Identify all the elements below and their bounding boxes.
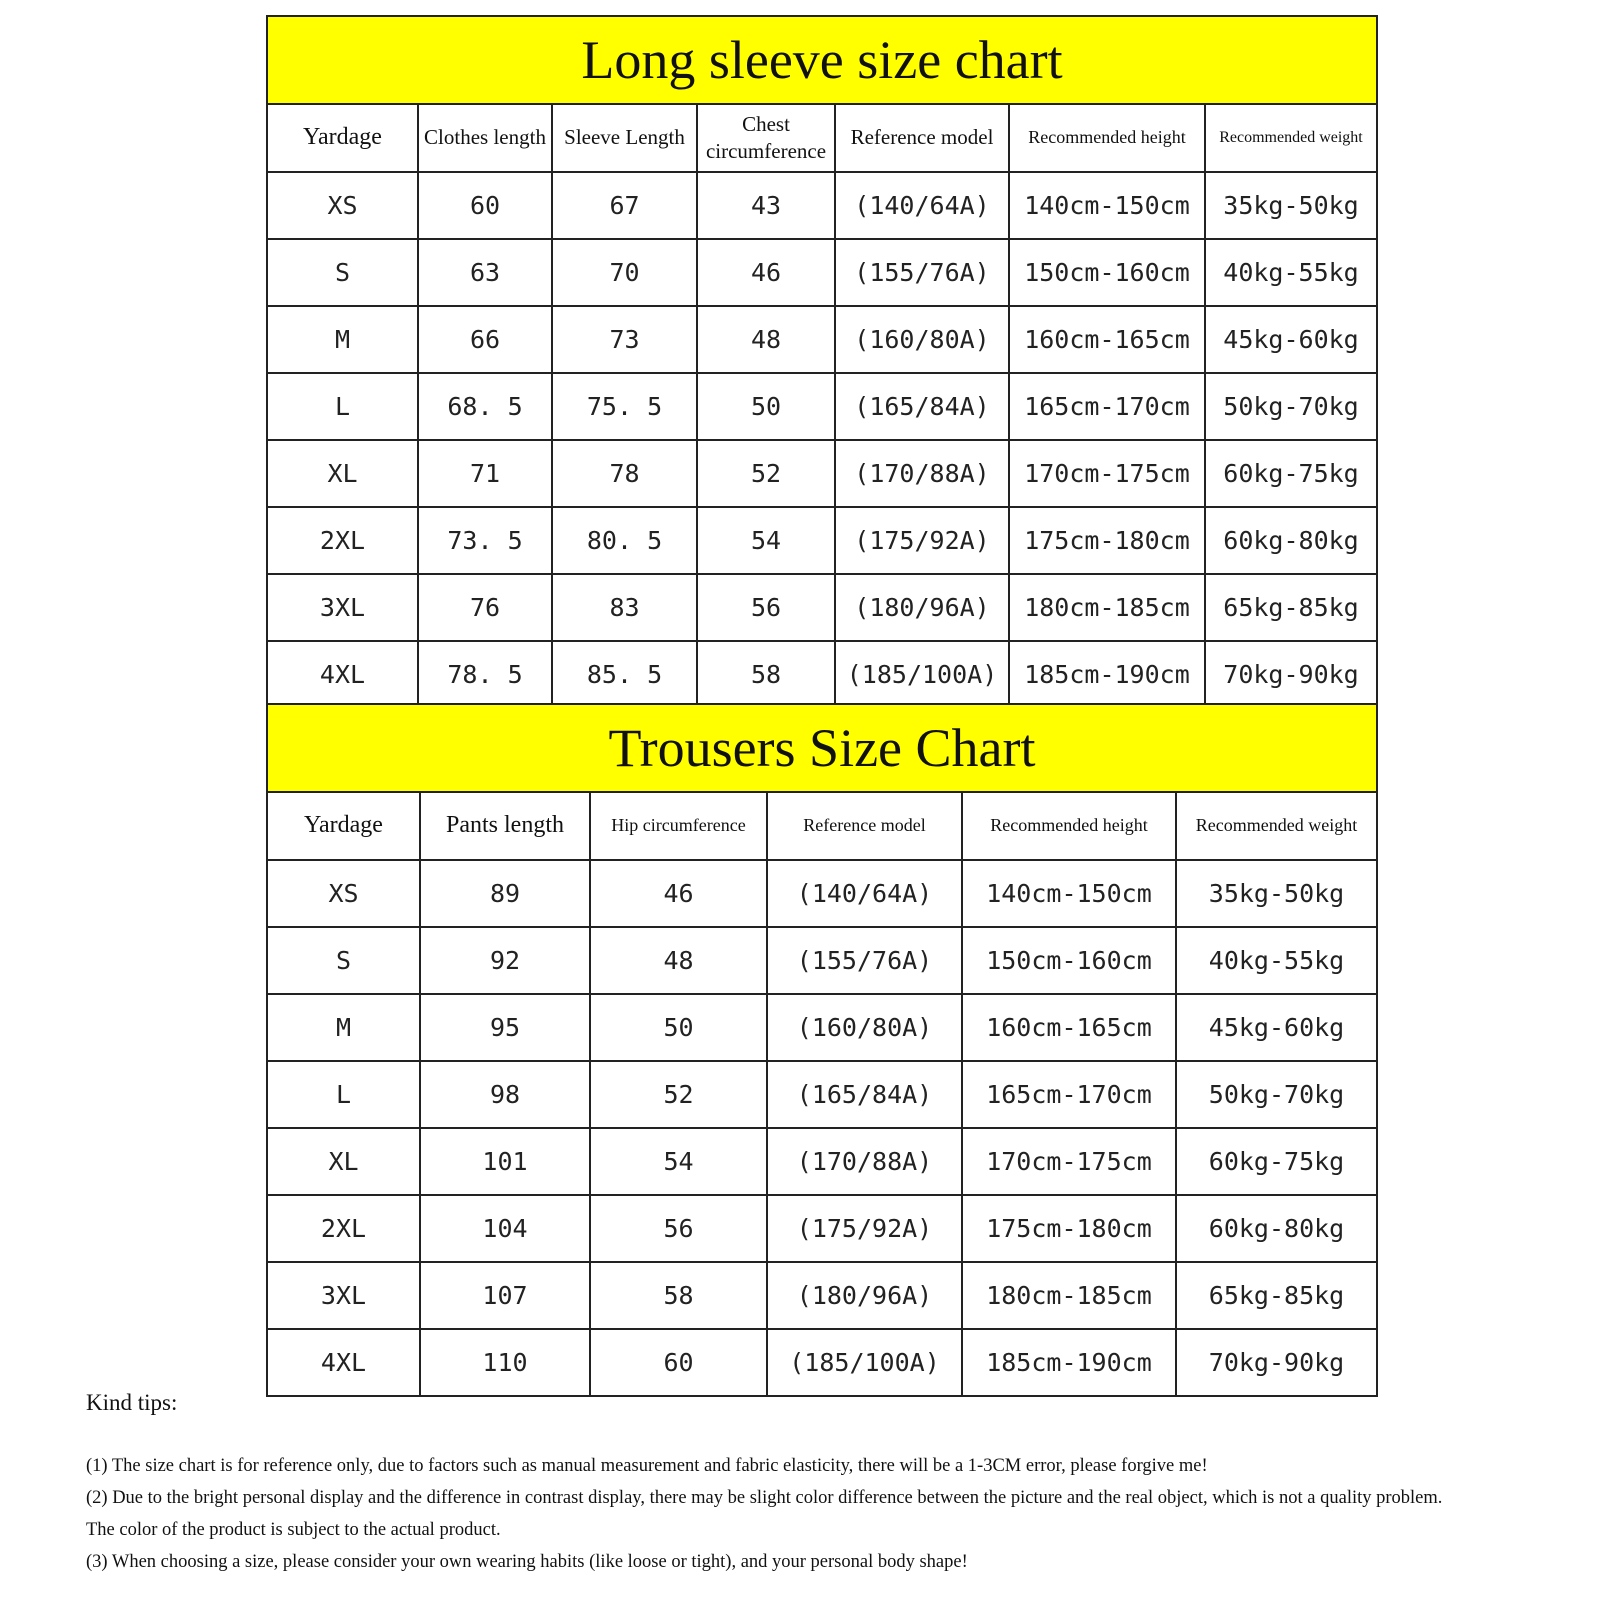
table-cell: (170/88A)	[767, 1128, 962, 1195]
tip-line: The color of the product is subject to the actual product.	[86, 1520, 501, 1540]
table-cell: 101	[420, 1128, 590, 1195]
table-cell: 4XL	[268, 641, 418, 707]
column-header-hip-circumference: Hip circumference	[590, 793, 767, 860]
table-cell: 80. 5	[552, 507, 697, 574]
table-cell: 78	[552, 440, 697, 507]
column-header-yardage: Yardage	[268, 105, 418, 172]
table-cell: 71	[418, 440, 552, 507]
table-row	[268, 994, 1376, 1061]
table-cell: XL	[268, 1128, 420, 1195]
table-row	[268, 440, 1376, 507]
table-row	[268, 1262, 1376, 1329]
table-cell: 45kg-60kg	[1176, 994, 1376, 1061]
table-cell: 68. 5	[418, 373, 552, 440]
table-cell: 140cm-150cm	[962, 860, 1176, 927]
table-cell: (185/100A)	[835, 641, 1009, 707]
table-cell: 170cm-175cm	[962, 1128, 1176, 1195]
table-cell: (140/64A)	[835, 172, 1009, 239]
long-sleeve-table	[268, 105, 1376, 707]
table-row	[268, 1195, 1376, 1262]
table-cell: 107	[420, 1262, 590, 1329]
table-cell: 48	[697, 306, 835, 373]
table-cell: 92	[420, 927, 590, 994]
table-cell: 60kg-75kg	[1205, 440, 1376, 507]
tip-line: (2) Due to the bright personal display and the difference in contrast display, there may be slight color difference between the picture and the real object, which is not a quality problem.	[86, 1488, 1443, 1508]
table-cell: 60	[418, 172, 552, 239]
table-row	[268, 239, 1376, 306]
table-cell: (140/64A)	[767, 860, 962, 927]
table-cell: (170/88A)	[835, 440, 1009, 507]
trousers-table	[268, 793, 1376, 1395]
table-cell: 56	[590, 1195, 767, 1262]
table-cell: M	[268, 994, 420, 1061]
column-header-recommended-height: Recommended height	[1009, 105, 1205, 172]
table-cell: (155/76A)	[835, 239, 1009, 306]
table-cell: 60	[590, 1329, 767, 1395]
table-cell: 60kg-80kg	[1205, 507, 1376, 574]
table-cell: 52	[590, 1061, 767, 1128]
table-header-row	[268, 793, 1376, 860]
tip-line: (1) The size chart is for reference only, due to factors such as manual measurement and fabric elasticity, there will be a 1-3CM error, please forgive me!	[86, 1456, 1208, 1476]
table-cell: 73. 5	[418, 507, 552, 574]
table-cell: (175/92A)	[767, 1195, 962, 1262]
table-cell: (160/80A)	[835, 306, 1009, 373]
table-cell: 50	[697, 373, 835, 440]
table-cell: 46	[697, 239, 835, 306]
table-cell: XS	[268, 860, 420, 927]
table-cell: 104	[420, 1195, 590, 1262]
table-row	[268, 860, 1376, 927]
table-row	[268, 574, 1376, 641]
table-cell: L	[268, 1061, 420, 1128]
column-header-recommended-weight: Recommended weight	[1205, 105, 1376, 172]
table-cell: 67	[552, 172, 697, 239]
table-cell: (180/96A)	[767, 1262, 962, 1329]
trousers-size-chart	[266, 703, 1378, 1397]
kind-tips	[86, 1390, 1586, 1578]
table-cell: 43	[697, 172, 835, 239]
column-header-sleeve-length: Sleeve Length	[552, 105, 697, 172]
table-cell: 58	[697, 641, 835, 707]
table-cell: (160/80A)	[767, 994, 962, 1061]
table-cell: 3XL	[268, 574, 418, 641]
table-row	[268, 172, 1376, 239]
trousers-chart-title: Trousers Size Chart	[268, 705, 1376, 793]
column-header-reference-model: Reference model	[835, 105, 1009, 172]
table-row	[268, 1329, 1376, 1395]
table-cell: 85. 5	[552, 641, 697, 707]
table-cell: 3XL	[268, 1262, 420, 1329]
table-row	[268, 927, 1376, 994]
column-header-reference-model: Reference model	[767, 793, 962, 860]
table-cell: 50kg-70kg	[1205, 373, 1376, 440]
table-cell: 75. 5	[552, 373, 697, 440]
column-header-pants-length: Pants length	[420, 793, 590, 860]
table-cell: 65kg-85kg	[1176, 1262, 1376, 1329]
table-cell: XS	[268, 172, 418, 239]
table-cell: 60kg-80kg	[1176, 1195, 1376, 1262]
table-cell: 175cm-180cm	[1009, 507, 1205, 574]
table-cell: 160cm-165cm	[1009, 306, 1205, 373]
table-row	[268, 306, 1376, 373]
table-cell: (165/84A)	[767, 1061, 962, 1128]
table-cell: 35kg-50kg	[1205, 172, 1376, 239]
table-cell: (180/96A)	[835, 574, 1009, 641]
table-cell: 66	[418, 306, 552, 373]
table-cell: 70	[552, 239, 697, 306]
column-header-recommended-height: Recommended height	[962, 793, 1176, 860]
table-cell: 54	[590, 1128, 767, 1195]
table-row	[268, 1061, 1376, 1128]
long-sleeve-chart-title: Long sleeve size chart	[268, 17, 1376, 105]
column-header-clothes-length: Clothes length	[418, 105, 552, 172]
table-row	[268, 373, 1376, 440]
table-header-row	[268, 105, 1376, 172]
column-header-chest-circumference: Chest circumference	[697, 105, 835, 172]
table-cell: 46	[590, 860, 767, 927]
table-cell: S	[268, 927, 420, 994]
table-cell: 185cm-190cm	[1009, 641, 1205, 707]
long-sleeve-size-chart	[266, 15, 1378, 709]
table-cell: 70kg-90kg	[1176, 1329, 1376, 1395]
table-cell: 48	[590, 927, 767, 994]
table-cell: 150cm-160cm	[1009, 239, 1205, 306]
table-row	[268, 1128, 1376, 1195]
table-cell: 52	[697, 440, 835, 507]
table-cell: (165/84A)	[835, 373, 1009, 440]
table-cell: 40kg-55kg	[1205, 239, 1376, 306]
table-cell: S	[268, 239, 418, 306]
column-header-yardage: Yardage	[268, 793, 420, 860]
table-cell: 63	[418, 239, 552, 306]
table-cell: 70kg-90kg	[1205, 641, 1376, 707]
table-cell: L	[268, 373, 418, 440]
table-cell: 76	[418, 574, 552, 641]
table-cell: (175/92A)	[835, 507, 1009, 574]
table-cell: (185/100A)	[767, 1329, 962, 1395]
table-cell: 35kg-50kg	[1176, 860, 1376, 927]
table-cell: 175cm-180cm	[962, 1195, 1176, 1262]
table-cell: XL	[268, 440, 418, 507]
table-cell: 165cm-170cm	[1009, 373, 1205, 440]
table-cell: 185cm-190cm	[962, 1329, 1176, 1395]
table-cell: 4XL	[268, 1329, 420, 1395]
table-cell: 50	[590, 994, 767, 1061]
table-cell: (155/76A)	[767, 927, 962, 994]
table-cell: 150cm-160cm	[962, 927, 1176, 994]
kind-tips-title: Kind tips:	[86, 1390, 178, 1415]
table-cell: 56	[697, 574, 835, 641]
table-cell: 73	[552, 306, 697, 373]
table-cell: 2XL	[268, 507, 418, 574]
table-cell: 180cm-185cm	[962, 1262, 1176, 1329]
table-cell: 170cm-175cm	[1009, 440, 1205, 507]
table-cell: 180cm-185cm	[1009, 574, 1205, 641]
tip-line: (3) When choosing a size, please consider your own wearing habits (like loose or tight), and your personal body shape!	[86, 1552, 968, 1572]
table-cell: 50kg-70kg	[1176, 1061, 1376, 1128]
table-cell: 65kg-85kg	[1205, 574, 1376, 641]
table-cell: 40kg-55kg	[1176, 927, 1376, 994]
table-cell: 2XL	[268, 1195, 420, 1262]
table-cell: 54	[697, 507, 835, 574]
table-cell: 89	[420, 860, 590, 927]
table-cell: 58	[590, 1262, 767, 1329]
table-cell: 110	[420, 1329, 590, 1395]
table-row	[268, 507, 1376, 574]
table-cell: 165cm-170cm	[962, 1061, 1176, 1128]
table-cell: 60kg-75kg	[1176, 1128, 1376, 1195]
table-cell: M	[268, 306, 418, 373]
column-header-recommended-weight: Recommended weight	[1176, 793, 1376, 860]
table-cell: 98	[420, 1061, 590, 1128]
table-cell: 95	[420, 994, 590, 1061]
table-cell: 45kg-60kg	[1205, 306, 1376, 373]
table-cell: 78. 5	[418, 641, 552, 707]
table-cell: 140cm-150cm	[1009, 172, 1205, 239]
table-cell: 83	[552, 574, 697, 641]
table-cell: 160cm-165cm	[962, 994, 1176, 1061]
table-row	[268, 641, 1376, 707]
